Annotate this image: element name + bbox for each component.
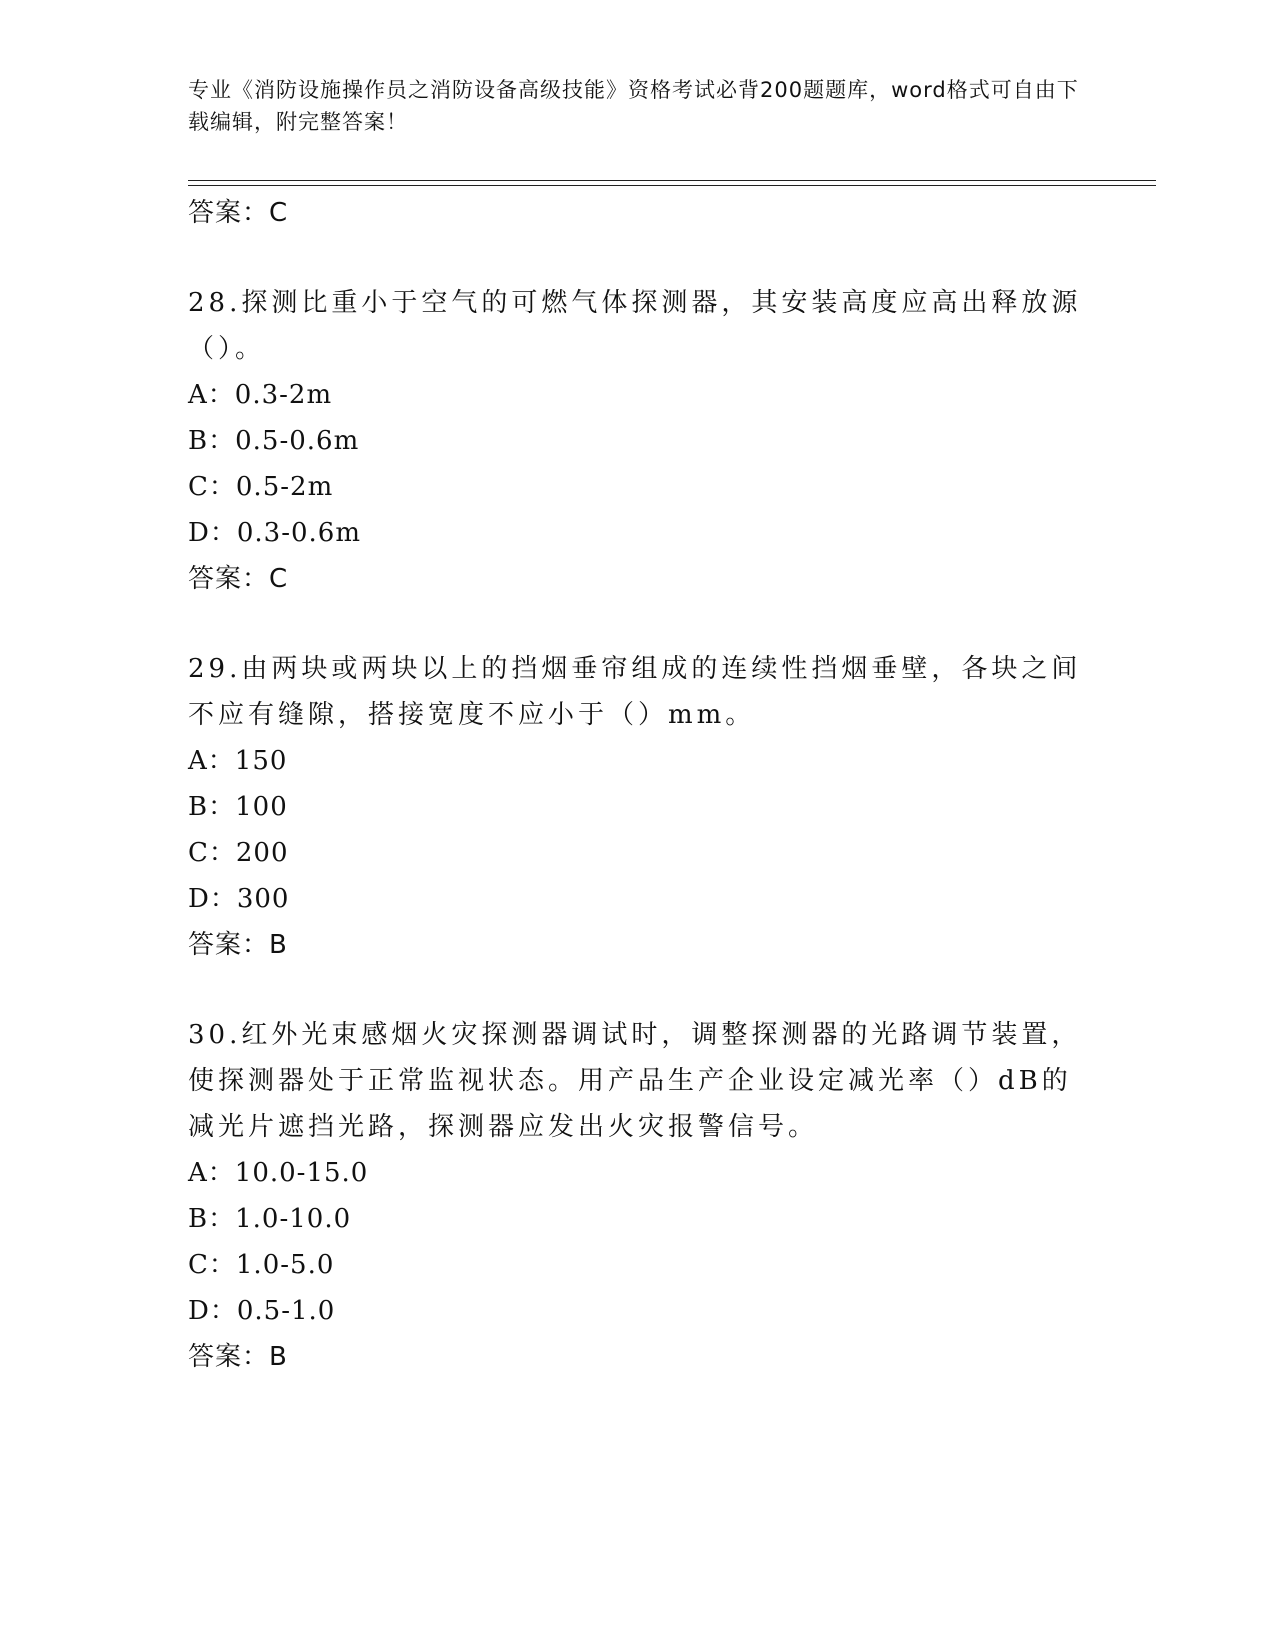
header-rule-bottom bbox=[188, 185, 1156, 186]
option-b: B：1.0-10.0 bbox=[188, 1204, 352, 1234]
option-a: A：0.3-2m bbox=[188, 380, 333, 410]
option-c: C：0.5-2m bbox=[188, 472, 334, 502]
option-d: D：0.3-0.6m bbox=[188, 518, 361, 548]
option-a: A：10.0-15.0 bbox=[188, 1158, 369, 1188]
option-a: A：150 bbox=[188, 746, 288, 776]
option-d: D：300 bbox=[188, 884, 290, 914]
header-rule-top bbox=[188, 180, 1156, 181]
question-stem: 29.由两块或两块以上的挡烟垂帘组成的连续性挡烟垂壁，各块之间不应有缝隙，搭接宽度不应小于（）mm。 bbox=[188, 654, 1082, 730]
option-b: B：0.5-0.6m bbox=[188, 426, 360, 456]
document-header bbox=[188, 74, 1088, 138]
question-28 bbox=[188, 280, 1088, 602]
question-29 bbox=[188, 646, 1088, 968]
question-list bbox=[188, 190, 1088, 1424]
option-c: C：1.0-5.0 bbox=[188, 1250, 335, 1280]
option-c: C：200 bbox=[188, 838, 289, 868]
option-b: B：100 bbox=[188, 792, 288, 822]
question-stem: 28.探测比重小于空气的可燃气体探测器，其安装高度应高出释放源（）。 bbox=[188, 288, 1082, 364]
question-stem: 30.红外光束感烟火灾探测器调试时，调整探测器的光路调节装置，使探测器处于正常监视状态。用产品生产企业设定减光率（）dB的减光片遮挡光路，探测器应发出火灾报警信号。 bbox=[188, 1020, 1082, 1142]
option-d: D：0.5-1.0 bbox=[188, 1296, 336, 1326]
question-30 bbox=[188, 1012, 1088, 1380]
previous-answer: 答案：C bbox=[188, 198, 289, 228]
header-text: 专业《消防设施操作员之消防设备高级技能》资格考试必背200题题库，word格式可自由下载编辑，附完整答案！ bbox=[188, 78, 1079, 134]
question-answer: 答案：B bbox=[188, 1342, 288, 1372]
question-answer: 答案：C bbox=[188, 564, 289, 594]
question-answer: 答案：B bbox=[188, 930, 288, 960]
